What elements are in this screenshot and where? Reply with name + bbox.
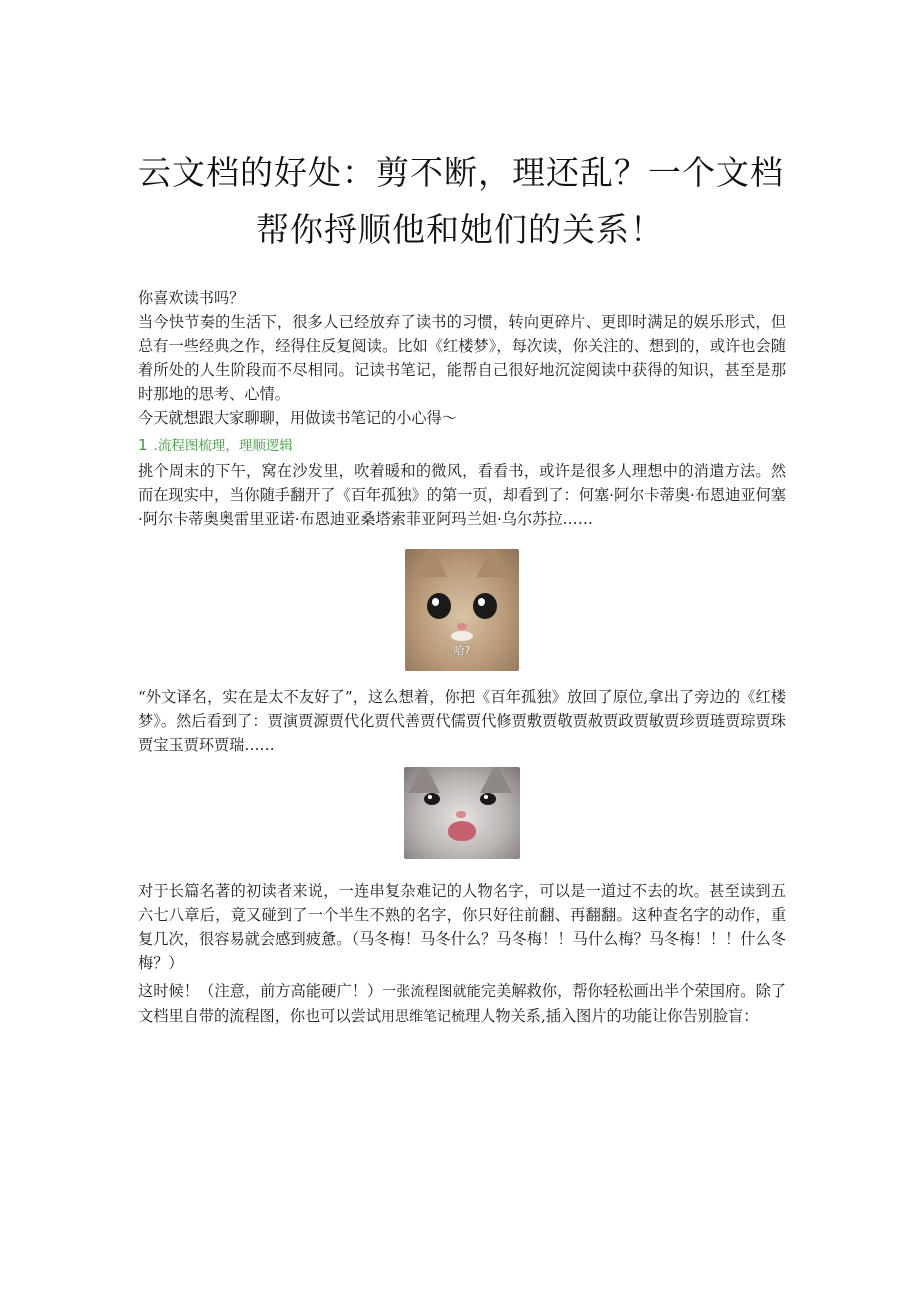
section-label: .流程图梳理，理顺逻辑 [153,438,293,454]
paragraph-hundred-years: 挑个周末的下午，窝在沙发里，吹着暖和的微风，看看书，或许是很多人理想中的消遣方法。然而在现实中，当你随手翻开了《百年孤独》的第一页，却看到了：何塞·阿尔卡蒂奥·布恩迪亚何塞·阿尔卡蒂奥奥雷里亚诺·布恩迪亚桑塔索菲亚阿玛兰妲·乌尔苏拉…… [138,462,786,528]
paragraph-dream-of-red-chamber: “外文译名，实在是太不友好了”，这么想着，你把《百年孤独》放回了原位,拿出了旁边的《红楼梦》。然后看到了：贾演贾源贾代化贾代善贾代儒贾代修贾敷贾敬贾赦贾政贾敏贾珍贾琏贾琮贾珠贾宝玉贾环贾瑞…… [138,688,786,754]
section-heading-flowchart [138,434,786,457]
page-title-line-2: 帮你捋顺他和她们的关系！ [256,210,664,249]
ad-intro-text: 这时候！（注意，前方高能硬广！） [138,982,383,1000]
section-number: 1 [138,436,148,454]
cat-shocked-image [404,767,520,859]
cat-confused-image [405,549,519,671]
ad-middle-text: 完美解救你，帮你轻松画出半个荣国府。除了文档里自带的流程图，你也可以尝试 [138,982,787,1025]
paragraph-intro-question: 你喜欢读书吗？ [138,289,245,307]
paragraph-reading-habits: 当今快节奏的生活下，很多人已经放弃了读书的习惯，转向更碎片、更即时满足的娱乐形式，但总有一些经典之作，经得住反复阅读。比如《红楼梦》，每次读，你关注的、想到的，或许也会随着所处的人生阶段而不尽相同。记读书笔记，能帮自己很好地沉淀阅读中获得的知识，甚至是那时那地的思考、心情。 [138,313,786,403]
image-block-cat-1 [138,549,786,671]
ad-mindnote-phrase: 用思维笔记梳 [381,1009,465,1025]
article-body [138,286,786,1029]
paragraph-share-tips: 今天就想跟大家聊聊，用做读书笔记的小心得～ [138,409,457,427]
ad-end-text: 理人物关系,插入图片的功能让你告别脸盲： [465,1007,759,1025]
paragraph-character-names: 对于长篇名著的初读者来说，一连串复杂难记的人物名字，可以是一道过不去的坎。甚至读到五六七八章后，竟又碰到了一个半生不熟的名字，你只好往前翻、再翻翻。这种查名字的动作，重复几次，很容易就会感到疲惫。（马冬梅！马冬什么？马冬梅！！马什么梅？马冬梅！！！什么冬梅？） [138,882,786,972]
cat-image-caption: 哈? [453,644,471,657]
paragraph-flowchart-ad [138,979,786,1029]
page-title-line-1: 云文档的好处：剪不断，理还乱？一个文档 [138,153,784,192]
ad-flowchart-phrase: 一张流程图就能 [382,984,481,1000]
image-block-cat-2 [138,767,786,859]
